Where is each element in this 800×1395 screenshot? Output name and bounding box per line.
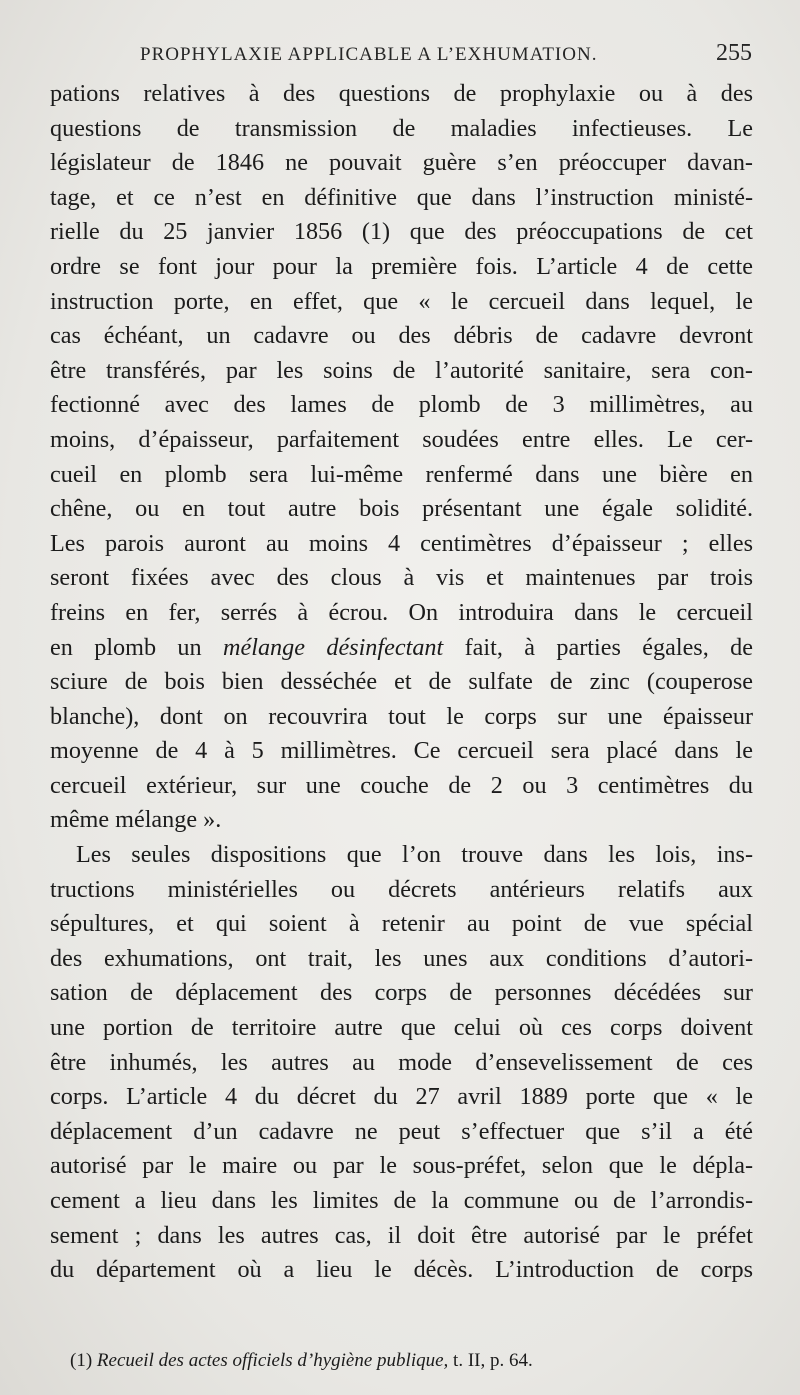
running-title: PROPHYLAXIE APPLICABLE A L’EXHUMATION. [140, 44, 598, 65]
paragraph-first-line: Les seules dispositions que l’on trouve dans les lois, ins- [76, 841, 753, 869]
text-line: freins en fer, serrés à écrou. On introduira dans le cercueil [50, 598, 753, 626]
text-line: blanche), dont on recouvrira tout le corps sur une épaisseur [50, 702, 753, 730]
text-line: être transférés, par les soins de l’autorité sanitaire, sera con- [50, 356, 753, 384]
text-line: sciure de bois bien desséchée et de sulfate de zinc (couperose [50, 668, 753, 696]
running-header [140, 36, 752, 76]
footnote-title: Recueil des actes officiels d’hygiène publique, [96, 1350, 449, 1371]
text-line: cas échéant, un cadavre ou des débris de cadavre devront [50, 322, 753, 350]
italic-term: mélange désinfectant [223, 633, 444, 661]
text-line: ordre se font jour pour la première fois. L’article 4 de cette [50, 252, 753, 280]
text-line: moins, d’épaisseur, parfaitement soudées entre elles. Le cer- [50, 425, 753, 453]
text-line: une portion de territoire autre que celui où ces corps doivent [50, 1014, 753, 1042]
text-line: sépultures, et qui soient à retenir au point de vue spécial [50, 910, 753, 938]
text-line: cercueil extérieur, sur une couche de 2 ou 3 centimètres du [50, 771, 753, 799]
footnote-reference: t. II, p. 64. [453, 1350, 533, 1371]
text-line: sation de déplacement des corps de personnes décédées sur [50, 979, 753, 1007]
text-line: pations relatives à des questions de prophylaxie ou à des [50, 80, 753, 107]
text-line: des exhumations, ont trait, les unes aux conditions d’autori- [50, 944, 753, 972]
text-line: corps. L’article 4 du décret du 27 avril 1889 porte que « le [50, 1083, 753, 1111]
text-line: cement a lieu dans les limites de la commune ou de l’arrondis- [50, 1187, 753, 1214]
text-line: rielle du 25 janvier 1856 (1) que des préoccupations de cet [50, 218, 753, 246]
line-segment: en plomb un [50, 633, 224, 661]
text-line: déplacement d’un cadavre ne peut s’effectuer que s’il a été [50, 1117, 753, 1145]
text-line: moyenne de 4 à 5 millimètres. Ce cercueil sera placé dans le [50, 737, 753, 765]
text-line: tage, et ce n’est en définitive que dans l’instruction ministé- [50, 183, 753, 211]
text-line: cueil en plomb sera lui-même renfermé dans une bière en [50, 460, 753, 488]
text-line: du département où a lieu le décès. L’introduction de corps [50, 1256, 753, 1284]
body-text [50, 77, 753, 1288]
text-line: questions de transmission de maladies infectieuses. Le [50, 114, 753, 142]
text-line: sement ; dans les autres cas, il doit être autorisé par le préfet [50, 1221, 753, 1249]
paragraph-last-line: même mélange ». [50, 806, 222, 834]
footnote [70, 1350, 752, 1372]
text-line: chêne, ou en tout autre bois présentant une égale solidité. [50, 495, 753, 523]
text-line: Les parois auront au moins 4 centimètres d’épaisseur ; elles [50, 529, 753, 557]
text-line: être inhumés, les autres au mode d’ensevelissement de ces [50, 1048, 753, 1076]
footnote-marker: (1) [70, 1350, 93, 1371]
page-number: 255 [716, 40, 752, 66]
text-line: tructions ministérielles ou décrets antérieurs relatifs aux [50, 875, 753, 903]
text-line: fectionné avec des lames de plomb de 3 millimètres, au [50, 391, 753, 419]
text-line: seront fixées avec des clous à vis et maintenues par trois [50, 564, 753, 592]
text-line: autorisé par le maire ou par le sous-préfet, selon que le dépla- [50, 1152, 753, 1180]
line-segment: fait, à parties égales, de [443, 633, 753, 661]
text-line: instruction porte, en effet, que « le cercueil dans lequel, le [50, 287, 753, 315]
text-line: législateur de 1846 ne pouvait guère s’en préoccuper davan- [50, 149, 753, 177]
text-line-with-italic [50, 631, 753, 666]
